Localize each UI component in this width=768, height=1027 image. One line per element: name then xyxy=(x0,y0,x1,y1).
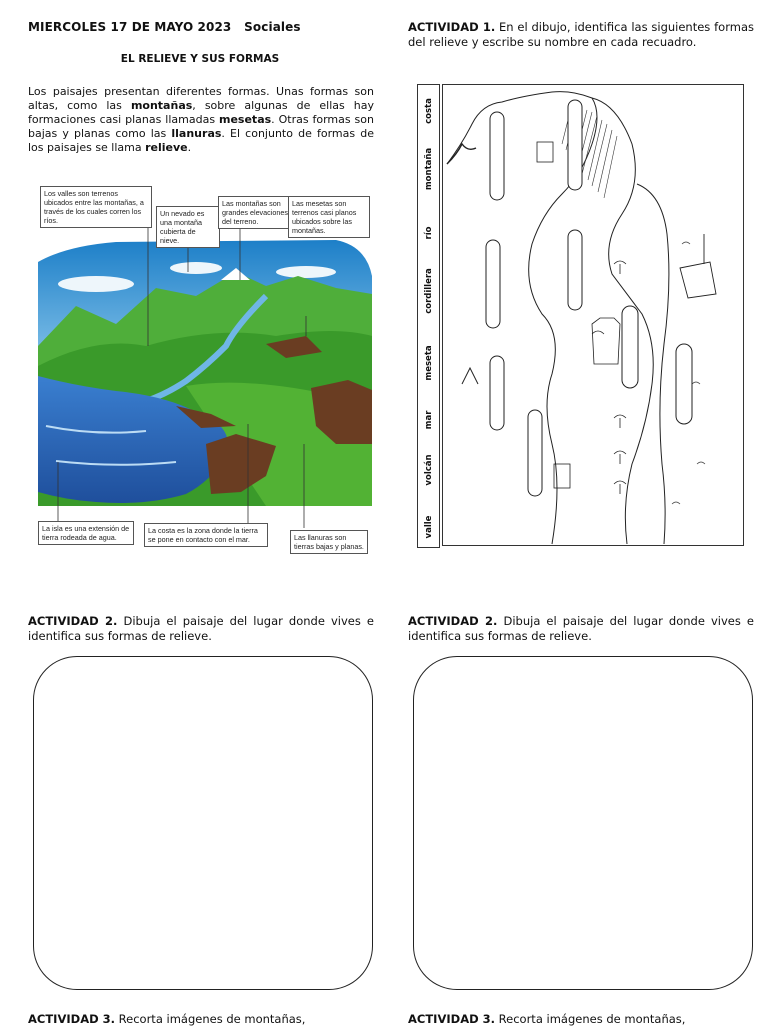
activity-2-instructions-right: ACTIVIDAD 2. Dibuja el paisaje del lugar donde vives e identifica sus formas de relieve. xyxy=(408,614,754,643)
word-volcan: volcán xyxy=(423,454,434,486)
word-valle: valle xyxy=(423,515,434,539)
callout-isla: La isla es una extensión de tierra rodeada de agua. xyxy=(38,521,134,545)
callout-llanura: Las llanuras son tierras bajas y planas. xyxy=(290,530,368,554)
activity-1-instructions: ACTIVIDAD 1. En el dibujo, identifica las siguientes formas del relieve y escribe su nombre en cada recuadro. xyxy=(408,20,754,49)
sketch-drawing xyxy=(442,84,744,546)
word-rio: río xyxy=(423,226,434,240)
drawing-box-right[interactable] xyxy=(413,656,753,990)
word-cordillera: cordillera xyxy=(423,268,434,314)
word-montana: montaña xyxy=(423,147,434,191)
callout-meseta: Las mesetas son terrenos casi planos ubicados sobre las montañas. xyxy=(288,196,370,238)
callout-nevado: Un nevado es una montaña cubierta de nieve. xyxy=(156,206,220,248)
callout-costa: La costa es la zona donde la tierra se pone en contacto con el mar. xyxy=(144,523,268,547)
word-strip xyxy=(417,84,440,548)
intro-paragraph: Los paisajes presentan diferentes formas. Unas formas son altas, como las montañas, sobre algunas de ellas hay formaciones casi planas llamadas mesetas. Otras formas son bajas y planas como las llanuras. El conjunto de formas de los paisajes se llama relieve. xyxy=(28,85,374,154)
drawing-box-left[interactable] xyxy=(33,656,373,990)
callout-valle: Los valles son terrenos ubicados entre las montañas, a través de los cuales corren los ríos. xyxy=(40,186,152,228)
page-title: MIERCOLES 17 DE MAYO 2023 Sociales xyxy=(28,20,301,34)
callout-montana: Las montañas son grandes elevaciones del terreno. xyxy=(218,196,292,229)
relief-sketch xyxy=(415,84,745,548)
word-costa: costa xyxy=(423,98,434,124)
word-mar: mar xyxy=(423,410,434,430)
section-subtitle: EL RELIEVE Y SUS FORMAS xyxy=(120,53,280,65)
activity-2-instructions-left: ACTIVIDAD 2. Dibuja el paisaje del lugar donde vives e identifica sus formas de relieve. xyxy=(28,614,374,643)
relief-illustration xyxy=(36,176,374,562)
activity-3-instructions-right: ACTIVIDAD 3. Recorta imágenes de montañas, xyxy=(408,1012,686,1026)
activity-3-instructions-left: ACTIVIDAD 3. Recorta imágenes de montañas, xyxy=(28,1012,306,1026)
word-meseta: meseta xyxy=(423,345,434,381)
